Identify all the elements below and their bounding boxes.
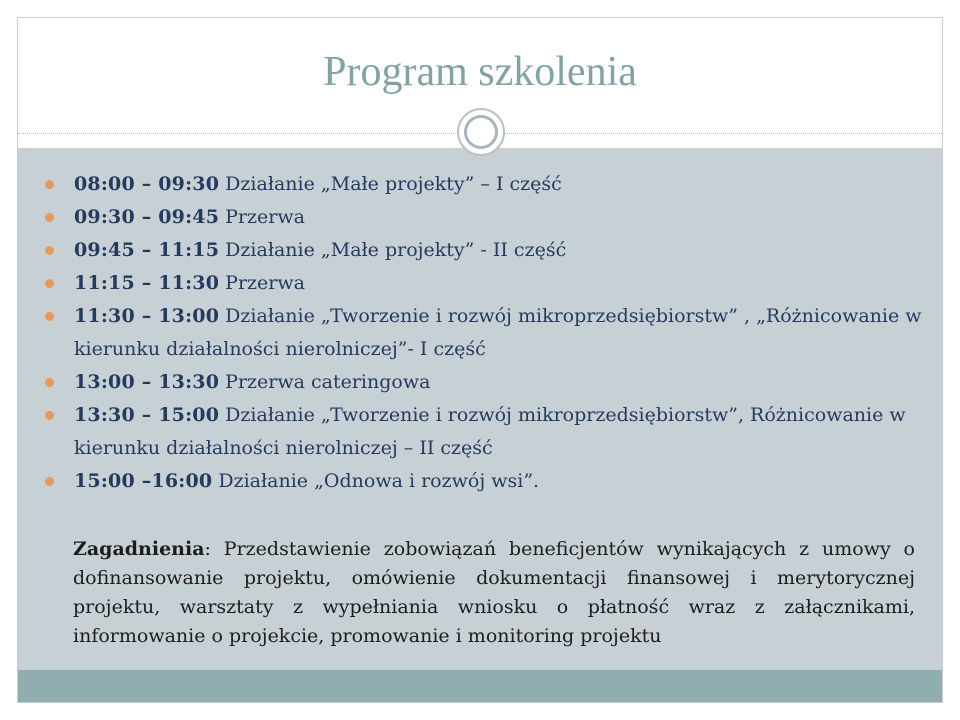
schedule-time: 11:15 – 11:30 — [74, 272, 220, 294]
schedule-text: Działanie „Tworzenie i rozwój mikroprzedsiębiorstw” , „Różnicowanie w kierunku działalności nierolniczej”- I część — [74, 305, 922, 360]
topics-label: Zagadnienia — [73, 538, 205, 560]
schedule-item — [42, 201, 922, 234]
schedule-list — [42, 168, 922, 498]
bullet-icon — [45, 477, 54, 486]
topics-text: : Przedstawienie zobowiązań beneficjentów wynikających z umowy o dofinansowanie projektu, omówienie dokumentacji finansowej i merytorycznej projektu, warsztaty z wypełniania wniosku o płatność wraz z załącznikami, informowanie o projekcie, promowanie i monitoring projektu — [73, 538, 915, 647]
schedule-text: Działanie „Odnowa i rozwój wsi”. — [212, 470, 540, 492]
slide-title: Program szkolenia — [323, 49, 637, 95]
schedule-text: Przerwa cateringowa — [219, 371, 431, 393]
schedule-item — [42, 168, 922, 201]
schedule-time: 15:00 –16:00 — [74, 470, 213, 492]
bullet-icon — [45, 279, 54, 288]
bullet-icon — [45, 213, 54, 222]
schedule-time: 11:30 – 13:00 — [74, 305, 220, 327]
schedule-item — [42, 300, 922, 366]
ring-ornament-icon — [457, 108, 505, 156]
bullet-icon — [45, 411, 54, 420]
schedule-time: 09:45 – 11:15 — [74, 239, 220, 261]
schedule-item — [42, 465, 922, 498]
schedule-text: Działanie „Małe projekty” – I część — [219, 173, 562, 195]
schedule-text: Działanie „Tworzenie i rozwój mikroprzedsiębiorstw”, Różnicowanie w kierunku działalności nierolniczej – II część — [74, 404, 906, 459]
schedule-time: 13:00 – 13:30 — [74, 371, 220, 393]
bullet-icon — [45, 378, 54, 387]
schedule-time: 09:30 – 09:45 — [74, 206, 220, 228]
slide — [17, 17, 943, 703]
schedule-time: 08:00 – 09:30 — [74, 173, 220, 195]
footer-bar — [18, 670, 942, 703]
bullet-icon — [45, 180, 54, 189]
schedule-item — [42, 267, 922, 300]
topics-paragraph — [73, 535, 915, 651]
schedule-text: Przerwa — [219, 206, 305, 228]
bullet-icon — [45, 246, 54, 255]
schedule-item — [42, 399, 922, 465]
schedule-time: 13:30 – 15:00 — [74, 404, 220, 426]
bullet-icon — [45, 312, 54, 321]
schedule-item — [42, 234, 922, 267]
schedule-item — [42, 366, 922, 399]
schedule-text: Przerwa — [219, 272, 305, 294]
schedule-text: Działanie „Małe projekty” - II część — [219, 239, 567, 261]
